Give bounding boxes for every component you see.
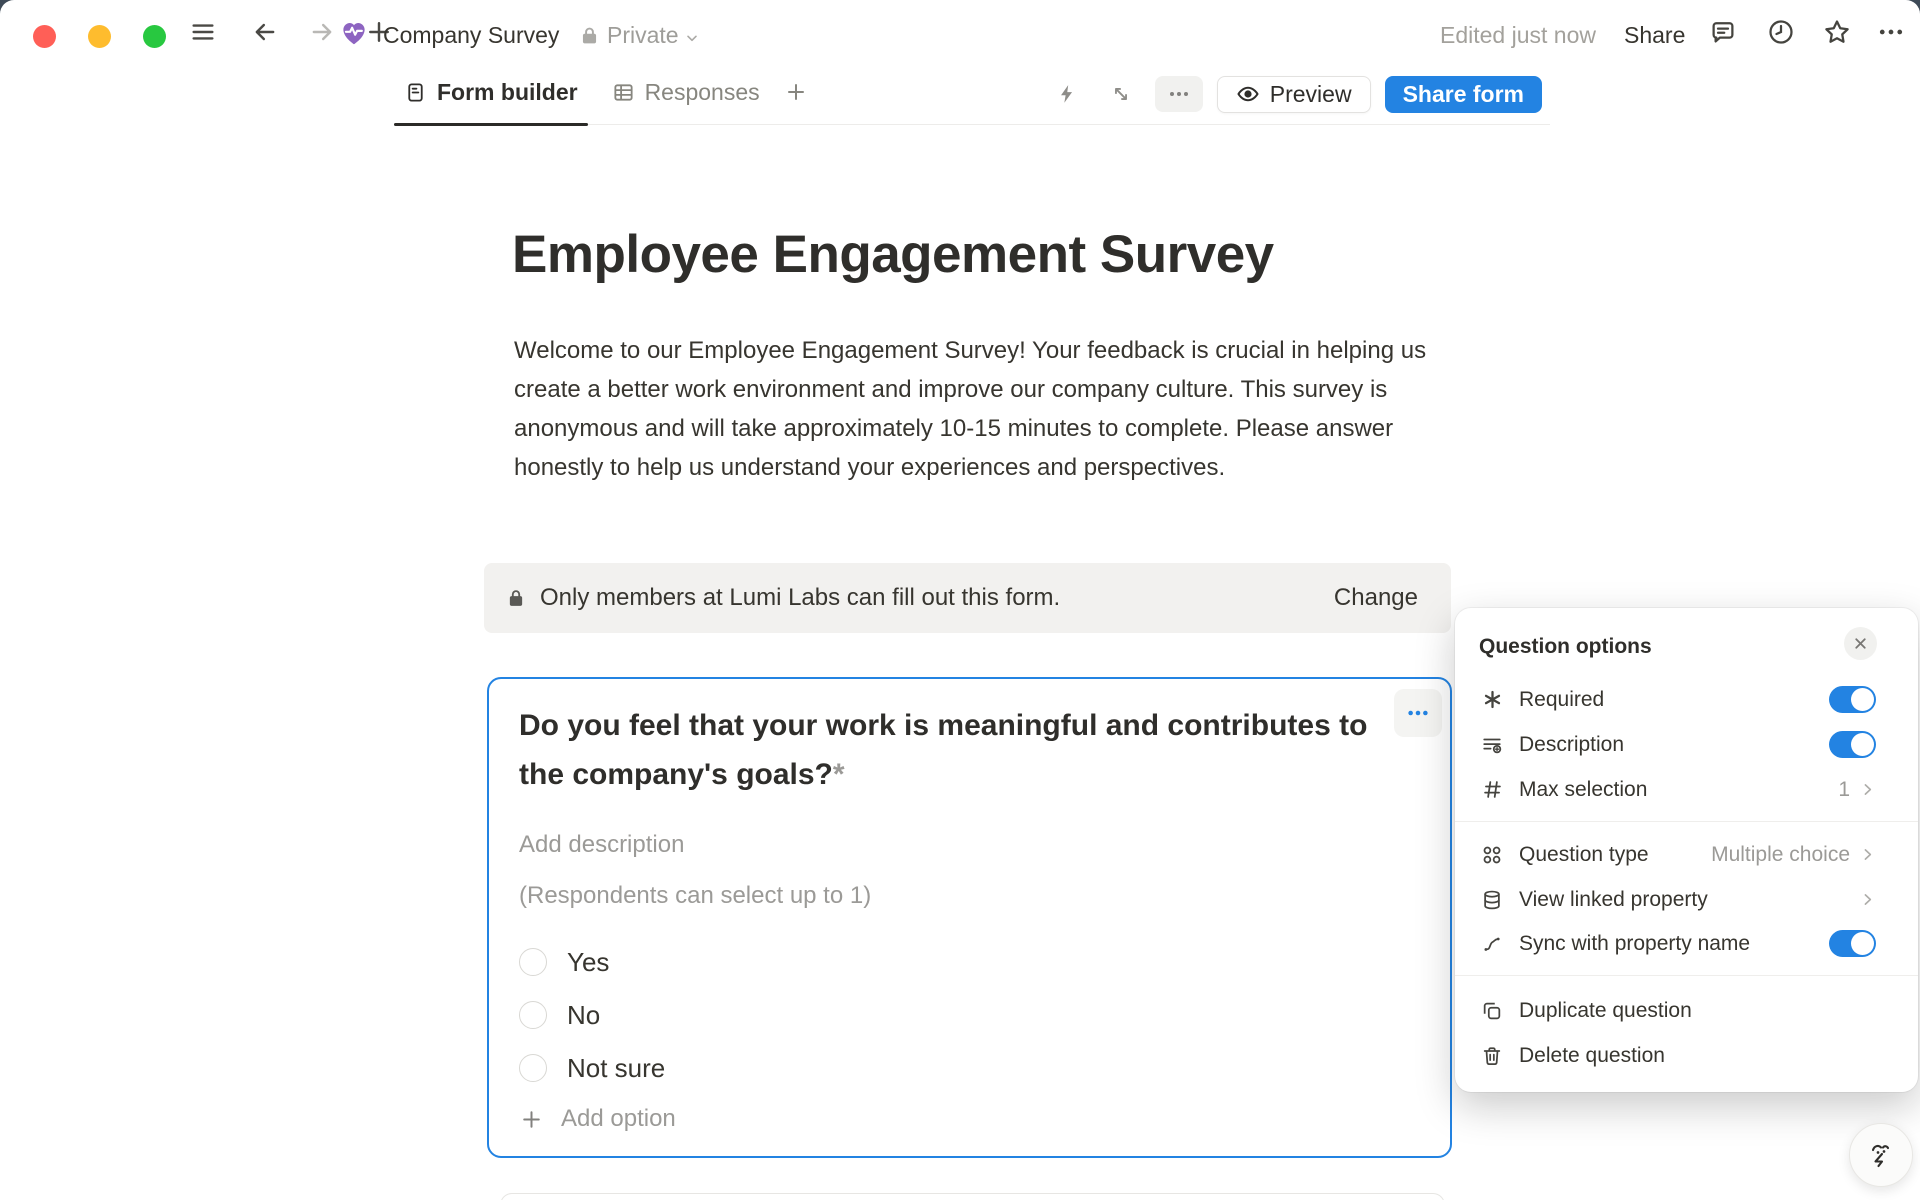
- required-toggle[interactable]: [1829, 686, 1876, 713]
- share-form-button-label: Share form: [1402, 80, 1524, 107]
- sync-toggle[interactable]: [1829, 930, 1876, 957]
- popup-title: Question options: [1479, 635, 1652, 658]
- access-banner: [484, 563, 1451, 633]
- option-row[interactable]: [519, 947, 609, 977]
- history-clock-icon[interactable]: [1766, 17, 1796, 47]
- preview-button[interactable]: [1217, 76, 1371, 113]
- comments-icon[interactable]: [1708, 17, 1738, 47]
- radio-icon[interactable]: [519, 1001, 547, 1029]
- required-label: Required: [1519, 687, 1605, 711]
- question-type-value: Multiple choice: [1711, 842, 1850, 866]
- chevron-right-icon: [1859, 891, 1876, 908]
- selection-limit-hint: (Respondents can select up to 1): [519, 882, 872, 909]
- max-selection-value: 1: [1838, 777, 1850, 801]
- tab-form-builder-label: Form builder: [437, 78, 578, 105]
- tab-responses[interactable]: [602, 60, 770, 124]
- titlebar: [0, 0, 1920, 58]
- duplicate-question-label: Duplicate question: [1519, 998, 1692, 1022]
- lock-icon: [505, 587, 527, 609]
- form-builder-icon: [404, 81, 427, 104]
- privacy-label[interactable]: Private: [607, 22, 679, 48]
- question-description-input[interactable]: Add description: [519, 831, 685, 858]
- sync-icon: [1479, 933, 1505, 955]
- chevron-down-icon[interactable]: [684, 30, 700, 46]
- close-window-button[interactable]: [33, 25, 56, 48]
- responses-table-icon: [612, 81, 635, 104]
- popup-row-description[interactable]: [1455, 722, 1918, 767]
- chevron-right-icon: [1859, 846, 1876, 863]
- max-selection-label: Max selection: [1519, 777, 1648, 801]
- preview-button-label: Preview: [1269, 80, 1352, 107]
- description-toggle[interactable]: [1829, 731, 1876, 758]
- tab-responses-label: Responses: [644, 78, 760, 105]
- option-label[interactable]: Yes: [567, 946, 610, 977]
- chevron-right-icon: [1859, 781, 1876, 798]
- popup-row-required[interactable]: [1455, 677, 1918, 722]
- plus-icon: [519, 1107, 544, 1132]
- privacy-lock-icon: [579, 25, 600, 46]
- sidebar-menu-icon[interactable]: [188, 17, 218, 47]
- view-tabbar: [394, 60, 1550, 125]
- sync-property-name-label: Sync with property name: [1519, 931, 1751, 955]
- tab-form-builder[interactable]: [394, 60, 588, 124]
- question-type-grid-icon: [1479, 844, 1505, 866]
- question-card[interactable]: [487, 677, 1452, 1158]
- minimize-window-button[interactable]: [88, 25, 111, 48]
- eye-icon: [1236, 82, 1260, 106]
- popup-row-duplicate-question[interactable]: [1455, 988, 1918, 1033]
- automations-lightning-icon[interactable]: [1047, 75, 1087, 113]
- add-option-button[interactable]: [519, 1104, 676, 1134]
- popup-row-view-linked-property[interactable]: [1455, 877, 1918, 922]
- question-title[interactable]: Do you feel that your work is meaningful and contributes to the company's goals?*: [519, 709, 1368, 791]
- change-access-button[interactable]: Change: [1333, 584, 1418, 611]
- popup-row-max-selection[interactable]: [1455, 767, 1918, 812]
- notion-ai-face-icon[interactable]: [1849, 1123, 1913, 1187]
- edited-status: Edited just now: [1440, 22, 1596, 48]
- close-icon[interactable]: [1844, 627, 1877, 660]
- access-banner-text: Only members at Lumi Labs can fill out this form.: [540, 584, 1061, 611]
- share-form-button[interactable]: [1385, 76, 1542, 113]
- description-label: Description: [1519, 732, 1625, 756]
- radio-icon[interactable]: [519, 948, 547, 976]
- next-question-card[interactable]: [500, 1193, 1445, 1200]
- add-view-icon[interactable]: [784, 80, 808, 104]
- radio-icon[interactable]: [519, 1054, 547, 1082]
- question-type-label: Question type: [1519, 842, 1649, 866]
- option-row[interactable]: [519, 1053, 665, 1083]
- popup-row-question-type[interactable]: [1455, 832, 1918, 877]
- question-menu-ellipsis-icon[interactable]: [1394, 689, 1442, 737]
- popup-row-sync-property-name[interactable]: [1455, 921, 1918, 966]
- delete-question-label: Delete question: [1519, 1043, 1665, 1067]
- view-linked-property-label: View linked property: [1519, 887, 1708, 911]
- popup-row-delete-question[interactable]: [1455, 1033, 1918, 1078]
- required-asterisk: *: [832, 758, 845, 791]
- expand-icon[interactable]: [1101, 75, 1141, 113]
- option-label[interactable]: No: [567, 999, 601, 1030]
- form-title[interactable]: Employee Engagement Survey: [512, 225, 1274, 284]
- asterisk-icon: [1479, 689, 1505, 710]
- favorite-star-icon[interactable]: [1822, 17, 1852, 47]
- page-title[interactable]: Company Survey: [383, 22, 560, 48]
- description-lines-icon: [1479, 734, 1505, 756]
- back-icon[interactable]: [250, 17, 280, 47]
- share-button[interactable]: Share: [1624, 22, 1686, 48]
- question-options-popup: [1455, 608, 1918, 1092]
- forward-icon[interactable]: [307, 17, 337, 47]
- form-description[interactable]: Welcome to our Employee Engagement Survey! Your feedback is crucial in helping us create a better work environment and improve our company culture. This survey is anonymous and will take approximately 10-15 minutes to complete. Please answer honestly to help us understand your experiences and perspectives.: [514, 337, 1427, 481]
- database-icon: [1479, 889, 1505, 911]
- add-option-label: Add option: [561, 1105, 676, 1132]
- option-row[interactable]: [519, 1000, 600, 1030]
- more-options-icon[interactable]: [1876, 17, 1906, 47]
- heart-pulse-icon: [338, 18, 370, 48]
- hash-icon: [1479, 779, 1505, 800]
- option-label[interactable]: Not sure: [567, 1052, 666, 1083]
- trash-icon: [1479, 1045, 1505, 1067]
- zoom-window-button[interactable]: [143, 25, 166, 48]
- view-options-ellipsis-icon[interactable]: [1155, 76, 1203, 112]
- duplicate-icon: [1479, 1000, 1505, 1022]
